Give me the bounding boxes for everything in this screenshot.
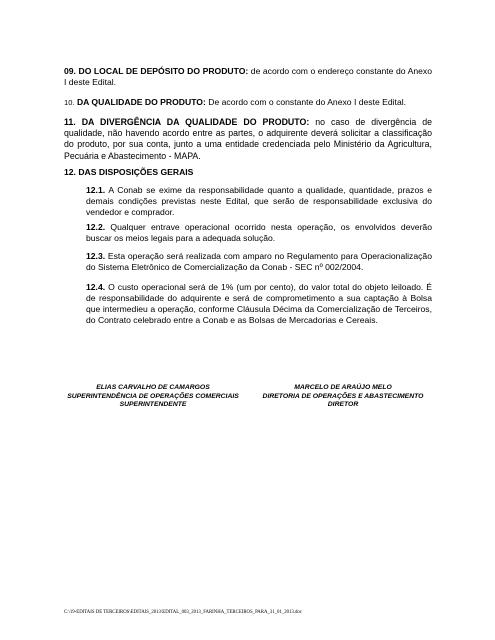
item-12-4: [86, 282, 432, 326]
section-09: [64, 66, 432, 88]
section-11-text: no caso de divergência de qualidade, não havendo acordo entre as partes, o adquirente deverá solicitar a classificação do produto, por sua conta, junto a uma entidade credenciada pelo Ministério da Agricultura, Pecuária e Abastecimento - MAPA.: [64, 117, 432, 161]
item-12-2-text: Qualquer entrave operacional ocorrido nesta operação, os envolvidos deverão buscar os meios legais para a adequada solução.: [86, 222, 432, 243]
signature-right-unit: DIRETORIA DE OPERAÇÕES E ABASTECIMENTO: [262, 392, 424, 400]
section-10-heading: DA QUALIDADE DO PRODUTO:: [74, 97, 206, 107]
signature-left-unit: SUPERINTENDÊNCIA DE OPERAÇÕES COMERCIAIS: [67, 392, 239, 400]
section-09-heading: 09. DO LOCAL DE DEPÓSITO DO PRODUTO:: [64, 66, 249, 76]
item-12-2: [86, 222, 432, 244]
signature-left-name: ELIAS CARVALHO DE CAMARGOS: [96, 384, 210, 391]
section-11-heading: 11. DA DIVERGÊNCIA DA QUALIDADE DO PRODUTO:: [64, 117, 310, 127]
section-10-number: 10.: [64, 98, 75, 107]
item-12-1-number: 12.1.: [86, 185, 106, 195]
signature-left-role: SUPERINTENDENTE: [119, 401, 187, 409]
signature-right-role: DIRETOR: [327, 401, 359, 409]
item-12-4-number: 12.4.: [86, 282, 106, 292]
file-path-footer: C:\19-EDITAIS DE TERCEIROS\EDITAIS_2013\EDITAL_003_2013_FARINHA_TERCEIROS_PARA_31_01_2013.doc: [64, 610, 302, 615]
item-12-3-number: 12.3.: [86, 251, 106, 261]
section-12-heading: 12. DAS DISPOSIÇÕES GERAIS: [64, 167, 194, 177]
section-10: [64, 97, 432, 108]
item-12-3: [86, 251, 432, 273]
item-12-4-text: O custo operacional será de 1% (um por cento), do valor total do objeto leiloado. É de responsabilidade do adquirente e será de comprometimento a sua captação à Bolsa que intermedieu a operação, conforme Cláusula Décima da Comercialização de Terceiros, do Contrato celebrado entre a Conab e as Bolsas de Mercadorias e Cereais.: [86, 282, 432, 325]
signature-right-name: MARCELO DE ARAÚJO MELO: [294, 384, 392, 391]
item-12-1-text: A Conab se exime da responsabilidade quanto a qualidade, quantidade, prazos e demais condições previstas neste Edital, que serão de responsabilidade exclusiva do vendedor e comprador.: [86, 185, 432, 217]
section-10-text: De acordo com o constante do Anexo I deste Edital.: [205, 97, 407, 107]
section-09-text: de acordo com o endereço constante do Anexo I deste Edital.: [64, 66, 432, 87]
item-12-1: [86, 185, 432, 218]
item-12-3-text: Esta operação será realizada com amparo no Regulamento para Operacionalização do Sistema Eletrônico de Comercialização da Conab - SEC nº 002/2004.: [86, 251, 432, 272]
item-12-2-number: 12.2.: [86, 222, 106, 232]
section-11: [64, 117, 432, 162]
signature-left: [60, 384, 246, 410]
signature-right: [250, 384, 436, 410]
